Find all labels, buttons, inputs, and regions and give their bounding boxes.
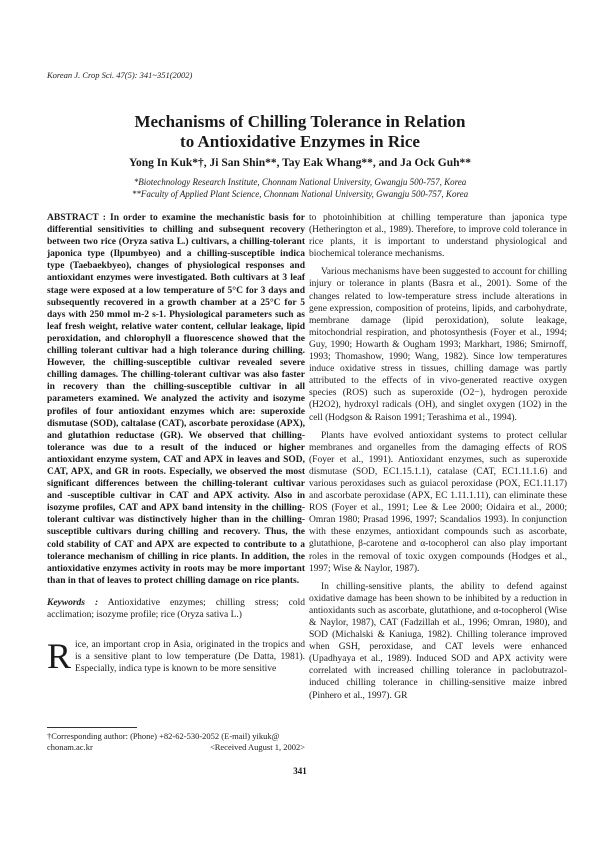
abstract-label: ABSTRACT : <box>47 213 106 223</box>
body-paragraph-2: Various mechanisms have been suggested to account for chilling injury or tolerance in plants (Basra et al., 2001). Some of the changes related to low-temperature stress include alterations in gene expression, composition of proteins, lipids, and carbohydrate, membrane damage (lipid peroxidation), solute leakage, mitochondrial respiration, and photosynthesis (Foyer et al., 1994; Guy, 1990; Howarth & Ougham 1993; Markhart, 1986; Smirnoff, 1993; Thomashow, 1990; Wang, 1982). Since low temperatures induce oxidative stress in tissues, chilling damage was partly attributed to the effects of in vivo-generated reactive oxygen species (ROS) such as superoxide (O2−), hydrogen peroxide (H2O2), hydroxyl radicals (OH), and singlet oxygen (1O2) in the cell (Hodgson & Raison 1991; Terashima et al., 1994). <box>309 267 567 423</box>
body-paragraph-4: In chilling-sensitive plants, the ability to defend against oxidative damage has been shown to be inhibited by a reduction in antioxidants such as ascorbate, glutathione, and α-tocopherol (Wise & Naylor, 1987), CAT (Fadzillah et al., 1996; Omran, 1980), and SOD (Michalski & Kaniuga, 1982). Chilling tolerance improved when GSH, peroxidase, and CAT levels were enhanced (Upadhyaya et al., 1989). Induced SOD and APX activity were correlated with increased chilling tolerance in paclobutrazol-induced chilling tolerance in chilling-sensitive maize inbred (Pinhero et al., 1997). GR <box>309 581 567 701</box>
keywords <box>47 597 305 621</box>
footnote-line-1: †Corresponding author: (Phone) +82-62-530-2052 (E-mail) yikuk@ <box>47 731 280 741</box>
title-line-1: Mechanisms of Chilling Tolerance in Relation <box>134 112 466 131</box>
abstract-text: In order to examine the mechanistic basis for differential sensitivities to chilling and subsequent recovery between two rice (Oryza sativa L.) cultivars, a chilling-tolerant japonica type (Ilpumbyeo) and a chilling-susceptible indica type (Taebaekbyeo), changes of physiological responses and antioxidant enzymes were investigated. Both cultivars at 3 leaf stage were exposed at a low temperature of 5°C for 3 days and subsequently recovered in a growth chamber at a 25°C for 5 days with 250 mmol m-2 s-1. Physiological parameters such as leaf fresh weight, relative water content, cellular leakage, lipid peroxidation, and chlorophyll a fluorescence showed that the chilling tolerant cultivar had a high tolerance during chilling. However, the chilling-susceptible cultivar revealed severe chilling damages. The chilling-tolerant cultivar was also faster in recovery than the chilling-susceptible cultivar in all parameters examined. We analyzed the activity and isozyme profiles of four antioxidant enzymes which are: superoxide dismutase (SOD), caltalase (CAT), ascorbate peroxidase (APX), and glutathion reductase (GR). We observed that chilling-tolerance was due to a result of the induced or higher antioxidant enzyme system, CAT and APX in leaves and SOD, CAT, APX, and GR in roots. Especially, we observed the most significant differences between the chilling-tolerant cultivar and -susceptible cultivar in CAT and APX activity. Also in isozyme profiles, CAT and APX band intensity in the chilling-tolerant cultivar was distinctively higher than in the chilling-susceptible cultivars during chilling and recovery. Thus, the cold stability of CAT and APX are expected to contribute to a tolerance mechanism of chilling in rice plants. In addition, the antioxidative enzymes activity in roots may be more important than in that of leaves to protect chilling damage on rice plants. <box>47 213 306 586</box>
page-number: 341 <box>293 766 307 776</box>
keywords-label: Keywords : <box>47 597 99 608</box>
author-list: Yong In Kuk*†, Ji San Shin**, Tay Eak Whang**, and Ja Ock Guh** <box>128 157 472 169</box>
left-column <box>47 212 305 675</box>
footnote-email-domain: chonam.ac.kr <box>47 742 93 752</box>
affiliation-1: *Biotechnology Research Institute, Chonnam National University, Gwangju 500-757, Korea <box>133 177 467 187</box>
journal-reference: Korean J. Crop Sci. 47(5): 341~351(2002) <box>47 70 193 80</box>
drop-cap: R <box>47 636 72 677</box>
affiliation-2: **Faculty of Applied Plant Science, Chonnam National University, Gwangju 500-757, Korea <box>131 189 469 199</box>
title-line-2: to Antioxidative Enzymes in Rice <box>180 132 420 151</box>
affiliations <box>0 176 600 200</box>
paper-title <box>0 112 600 152</box>
corresponding-author-footnote <box>47 731 305 753</box>
body-paragraph-1: to photoinhibition at chilling temperature than japonica type (Hetherington et al., 1989). Therefore, to improve cold tolerance in rice plants, it is important to understand physiological and biochemical tolerance mechanisms. <box>309 213 567 260</box>
keywords-text: Antioxidative enzymes; chilling stress; cold acclimation; isozyme profile; rice (Oryza sativa L.) <box>47 597 305 620</box>
body-paragraph-3: Plants have evolved antioxidant systems to protect cellular membranes and organelles from the damaging effects of ROS (Foyer et al., 1991). Antioxidant enzymes, such as superoxide dismutase (SOD, EC1.15.1.1), catalase (CAT, EC1.11.1.6) and various peroxidases such as guiacol peroxidase (POX, EC1.11.17) and ascorbate peroxidase (APX, EC 1.11.1.11), can eliminate these ROS (Foyer et al., 1991; Lee & Lee 2000; Oidaira et al., 2000; Omran 1980; Prasad 1996, 1997; Scandalios 1993). In conjunction with these enzymes, antioxidant compounds such as ascorbate, glutathione, β-carotene and α-tocopherol can also play important roles in the removal of toxic oxygen compounds (Hodges et al., 1997; Wise & Naylor, 1987). <box>309 430 567 574</box>
received-date: <Received August 1, 2002> <box>209 742 305 752</box>
right-column <box>309 212 567 708</box>
abstract <box>47 212 305 587</box>
introduction-text: ice, an important crop in Asia, originated in the tropics and is a sensitive plant to low temperature (De Datta, 1981). Especially, indica type is known to be more sensitive <box>75 640 305 675</box>
introduction-paragraph <box>47 636 305 677</box>
footnote-divider <box>47 727 137 728</box>
